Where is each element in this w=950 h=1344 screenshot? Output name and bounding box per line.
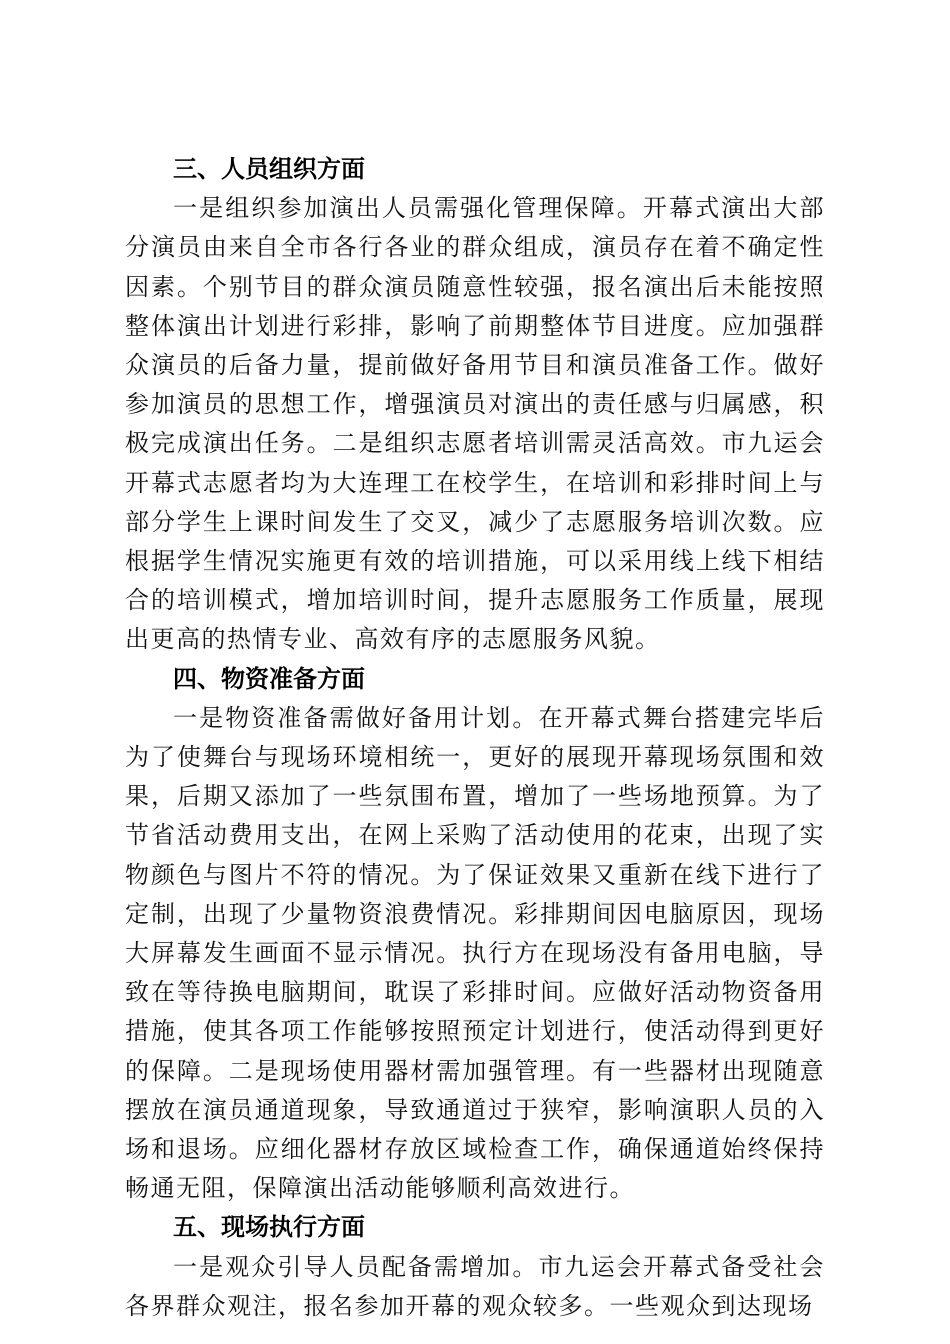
section-paragraph-personnel: 一是组织参加演出人员需强化管理保障。开幕式演出大部分演员由来自全市各行各业的群众组成，演员存在着不确定性因素。个别节目的群众演员随意性较强，报名演出后未能按照整体演出计划进行彩排，影响了前期整体节目进度。应加强群众演员的后备力量，提前做好备用节目和演员准备工作。做好参加演员的思想工作，增强演员对演出的责任感与归属感，积极完成演出任务。二是组织志愿者培训需灵活高效。市九运会开幕式志愿者均为大连理工在校学生，在培训和彩排时间上与部分学生上课时间发生了交叉，减少了志愿服务培训次数。应根据学生情况实施更有效的培训措施，可以采用线上线下相结合的培训模式，增加培训时间，提升志愿服务工作质量，展现出更高的热情专业、高效有序的志愿服务风貌。 [125, 194, 825, 654]
section-heading-execution: 五、现场执行方面 [173, 1213, 365, 1242]
section-heading-materials: 四、物资准备方面 [173, 664, 365, 693]
section-heading-personnel: 三、人员组织方面 [173, 155, 365, 183]
document-body [125, 150, 825, 1326]
section-paragraph-execution: 一是观众引导人员配备需增加。市九运会开幕式备受社会各界群众观注，报名参加开幕的观众较多。一些观众到达现场 [125, 1252, 825, 1320]
section-paragraph-materials: 一是物资准备需做好备用计划。在开幕式舞台搭建完毕后为了使舞台与现场环境相统一，更好的展现开幕现场氛围和效果，后期又添加了一些氛围布置，增加了一些场地预算。为了节省活动费用支出，在网上采购了活动使用的花束，出现了实物颜色与图片不符的情况。为了保证效果又重新在线下进行了定制，出现了少量物资浪费情况。彩排期间因电脑原因，现场大屏幕发生画面不显示情况。执行方在现场没有备用电脑，导致在等待换电脑期间，耽误了彩排时间。应做好活动物资备用措施，使其各项工作能够按照预定计划进行，使活动得到更好的保障。二是现场使用器材需加强管理。有一些器材出现随意摆放在演员通道现象，导致通道过于狭窄，影响演职人员的入场和退场。应细化器材存放区域检查工作，确保通道始终保持畅通无阻，保障演出活动能够顺利高效进行。 [125, 703, 825, 1203]
